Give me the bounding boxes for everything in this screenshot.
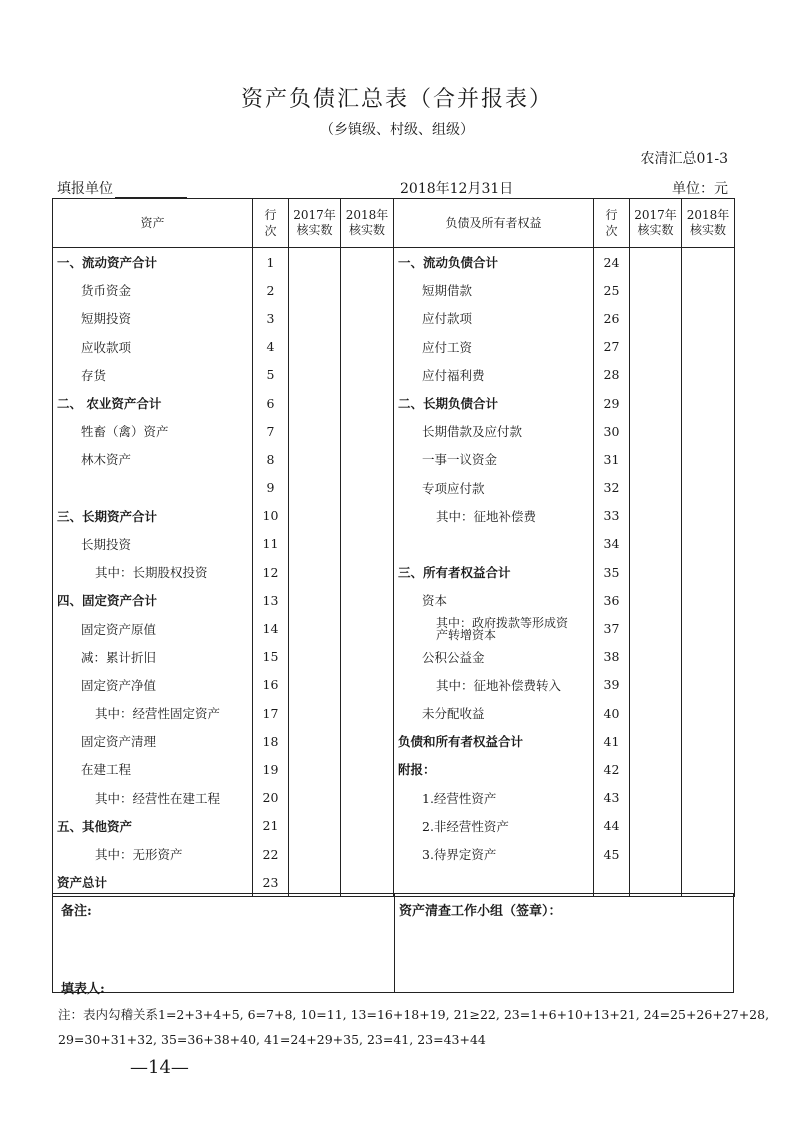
table-row <box>53 361 735 389</box>
left-2018-value[interactable] <box>341 699 394 727</box>
table-row <box>53 502 735 530</box>
notes-divider <box>394 894 395 992</box>
left-2018-value[interactable] <box>341 643 394 671</box>
right-line-no: 31 <box>594 445 630 473</box>
right-item-label: 短期借款 <box>394 276 594 304</box>
right-line-no: 30 <box>594 417 630 445</box>
right-2018-value[interactable] <box>682 502 735 530</box>
right-line-no: 42 <box>594 755 630 783</box>
right-2018-value[interactable] <box>682 361 735 389</box>
left-item-label: 长期投资 <box>53 530 253 558</box>
left-line-no: 20 <box>253 784 289 812</box>
left-2017-value[interactable] <box>289 530 341 558</box>
left-2018-value[interactable] <box>341 276 394 304</box>
right-line-no: 34 <box>594 530 630 558</box>
right-2018-value[interactable] <box>682 840 735 868</box>
left-item-label: 货币资金 <box>53 276 253 304</box>
left-2017-value[interactable] <box>289 558 341 586</box>
right-2017-value[interactable] <box>630 304 682 332</box>
left-2017-value[interactable] <box>289 614 341 642</box>
right-2018-value[interactable] <box>682 643 735 671</box>
right-2017-value[interactable] <box>630 445 682 473</box>
left-line-no: 17 <box>253 699 289 727</box>
left-item-label: 林木资产 <box>53 445 253 473</box>
left-line-no: 11 <box>253 530 289 558</box>
table-header-row <box>53 199 735 248</box>
table-row <box>53 699 735 727</box>
left-2017-value[interactable] <box>289 248 341 277</box>
left-2018-value[interactable] <box>341 248 394 277</box>
left-item-label: 二、 农业资产合计 <box>53 389 253 417</box>
left-2017-value[interactable] <box>289 643 341 671</box>
left-2017-value[interactable] <box>289 755 341 783</box>
table-row <box>53 840 735 868</box>
right-2018-value[interactable] <box>682 474 735 502</box>
right-item-label: 三、所有者权益合计 <box>394 558 594 586</box>
left-2017-value[interactable] <box>289 361 341 389</box>
notes-label: 备注: <box>61 904 92 919</box>
right-item-label: 一、流动负债合计 <box>394 248 594 277</box>
right-2017-value[interactable] <box>630 614 682 642</box>
left-2017-value[interactable] <box>289 333 341 361</box>
right-2018-value[interactable] <box>682 445 735 473</box>
right-item-label: 资本 <box>394 586 594 614</box>
left-line-no: 15 <box>253 643 289 671</box>
table-row <box>53 248 735 277</box>
left-2017-value[interactable] <box>289 784 341 812</box>
left-2018-value[interactable] <box>341 558 394 586</box>
right-line-no: 32 <box>594 474 630 502</box>
left-2018-value[interactable] <box>341 586 394 614</box>
right-line-no: 33 <box>594 502 630 530</box>
right-item-label: 应付福利费 <box>394 361 594 389</box>
left-2017-value[interactable] <box>289 586 341 614</box>
right-2017-value[interactable] <box>630 276 682 304</box>
table-row <box>53 755 735 783</box>
right-item-label: 其中：征地补偿费转入 <box>394 671 594 699</box>
right-2017-value[interactable] <box>630 643 682 671</box>
filler-unit <box>57 178 187 198</box>
right-2017-value[interactable] <box>630 333 682 361</box>
table-row <box>53 586 735 614</box>
left-2017-value[interactable] <box>289 474 341 502</box>
right-2017-value[interactable] <box>630 812 682 840</box>
right-line-no: 27 <box>594 333 630 361</box>
left-2018-value[interactable] <box>341 361 394 389</box>
left-item-label: 固定资产原值 <box>53 614 253 642</box>
left-2018-value[interactable] <box>341 333 394 361</box>
right-item-label: 其中：征地补偿费 <box>394 502 594 530</box>
header-liabilities: 负债及所有者权益 <box>394 199 594 248</box>
right-item-label: 负债和所有者权益合计 <box>394 727 594 755</box>
left-2018-value[interactable] <box>341 840 394 868</box>
left-2017-value[interactable] <box>289 812 341 840</box>
right-item-label: 3.待界定资产 <box>394 840 594 868</box>
table-row <box>53 333 735 361</box>
right-2018-value[interactable] <box>682 417 735 445</box>
right-2017-value[interactable] <box>630 502 682 530</box>
left-2017-value[interactable] <box>289 445 341 473</box>
report-date: 2018年12月31日 <box>400 181 514 197</box>
header-2018-left: 2018年核实数 <box>341 199 394 248</box>
left-2017-value[interactable] <box>289 699 341 727</box>
left-line-no: 4 <box>253 333 289 361</box>
header-line-no-right: 行次 <box>594 199 630 248</box>
right-2018-value[interactable] <box>682 304 735 332</box>
right-line-no: 35 <box>594 558 630 586</box>
right-2017-value[interactable] <box>630 784 682 812</box>
filler-label: 填报单位 <box>57 181 113 197</box>
right-item-label: 公积公益金 <box>394 643 594 671</box>
left-2017-value[interactable] <box>289 304 341 332</box>
left-2018-value[interactable] <box>341 614 394 642</box>
right-item-label: 专项应付款 <box>394 474 594 502</box>
left-item-label: 其中：无形资产 <box>53 840 253 868</box>
left-line-no: 9 <box>253 474 289 502</box>
right-2017-value[interactable] <box>630 389 682 417</box>
left-2017-value[interactable] <box>289 727 341 755</box>
right-line-no: 37 <box>594 614 630 642</box>
page-subtitle: （乡镇级、村级、组级） <box>320 122 474 138</box>
right-2017-value[interactable] <box>630 699 682 727</box>
header-2017-right: 2017年核实数 <box>630 199 682 248</box>
page-title: 资产负债汇总表（合并报表） <box>240 87 553 112</box>
notes-box <box>52 893 734 997</box>
balance-sheet-table <box>52 198 735 897</box>
header-line-no-left: 行次 <box>253 199 289 248</box>
table-row <box>53 812 735 840</box>
right-2017-value[interactable] <box>630 474 682 502</box>
right-item-label: 其中：政府拨款等形成资产转增资本 <box>436 615 569 642</box>
left-line-no: 5 <box>253 361 289 389</box>
left-line-no: 1 <box>253 248 289 277</box>
left-line-no: 23 <box>253 868 289 897</box>
left-2018-value[interactable] <box>341 671 394 699</box>
unit-label: 单位：元 <box>672 181 728 197</box>
left-2018-value[interactable] <box>341 445 394 473</box>
left-item-label: 固定资产净值 <box>53 671 253 699</box>
footnote-line-2: 29=30+31+32, 35=36+38+40, 41=24+29+35, 23=41, 23=43+44 <box>58 1032 486 1047</box>
right-item-label: 1.经营性资产 <box>394 784 594 812</box>
right-2018-value[interactable] <box>682 671 735 699</box>
right-2018-value[interactable] <box>682 389 735 417</box>
right-line-no: 45 <box>594 840 630 868</box>
right-line-no: 36 <box>594 586 630 614</box>
right-item-label: 一事一议资金 <box>394 445 594 473</box>
table-row <box>53 727 735 755</box>
form-code: 农清汇总01-3 <box>640 151 728 167</box>
right-2018-value[interactable] <box>682 614 735 642</box>
left-2017-value[interactable] <box>289 417 341 445</box>
right-item-label: 应付工资 <box>394 333 594 361</box>
left-2018-value[interactable] <box>341 389 394 417</box>
left-item-label: 其中：经营性在建工程 <box>53 784 253 812</box>
right-line-no: 26 <box>594 304 630 332</box>
right-2018-value[interactable] <box>682 558 735 586</box>
right-item-label <box>394 530 594 558</box>
left-item-label: 减：累计折旧 <box>53 643 253 671</box>
filler-blank-line[interactable] <box>115 183 187 198</box>
right-line-no: 25 <box>594 276 630 304</box>
right-line-no: 39 <box>594 671 630 699</box>
table-row <box>53 614 735 642</box>
left-2018-value[interactable] <box>341 474 394 502</box>
table-row <box>53 474 735 502</box>
right-2018-value[interactable] <box>682 699 735 727</box>
left-2018-value[interactable] <box>341 727 394 755</box>
table-row <box>53 417 735 445</box>
filled-by-label: 填表人: <box>61 982 105 997</box>
right-line-no: 29 <box>594 389 630 417</box>
right-item-label: 二、长期负债合计 <box>394 389 594 417</box>
right-item-label: 长期借款及应付款 <box>394 417 594 445</box>
right-2018-value[interactable] <box>682 586 735 614</box>
left-2018-value[interactable] <box>341 530 394 558</box>
right-2017-value[interactable] <box>630 755 682 783</box>
left-item-label: 应收款项 <box>53 333 253 361</box>
left-line-no: 7 <box>253 417 289 445</box>
right-line-no: 44 <box>594 812 630 840</box>
left-item-label <box>53 474 253 502</box>
left-2018-value[interactable] <box>341 304 394 332</box>
left-line-no: 10 <box>253 502 289 530</box>
left-line-no: 21 <box>253 812 289 840</box>
table-row <box>53 445 735 473</box>
right-2018-value[interactable] <box>682 727 735 755</box>
left-item-label: 其中：经营性固定资产 <box>53 699 253 727</box>
left-line-no: 8 <box>253 445 289 473</box>
left-2018-value[interactable] <box>341 812 394 840</box>
left-item-label: 在建工程 <box>53 755 253 783</box>
table-row <box>53 643 735 671</box>
right-2018-value[interactable] <box>682 755 735 783</box>
left-2017-value[interactable] <box>289 840 341 868</box>
right-2017-value[interactable] <box>630 530 682 558</box>
left-2017-value[interactable] <box>289 671 341 699</box>
left-line-no: 2 <box>253 276 289 304</box>
right-2017-value[interactable] <box>630 586 682 614</box>
right-2018-value[interactable] <box>682 276 735 304</box>
right-2017-value[interactable] <box>630 727 682 755</box>
table-row <box>53 671 735 699</box>
page-number: —14— <box>130 1057 189 1078</box>
left-item-label: 资产总计 <box>53 868 253 897</box>
table-row <box>53 530 735 558</box>
left-item-label: 一、流动资产合计 <box>53 248 253 277</box>
right-2017-value[interactable] <box>630 671 682 699</box>
audit-group-label: 资产清查工作小组（签章）： <box>399 904 562 919</box>
table-row <box>53 784 735 812</box>
table-row <box>53 276 735 304</box>
left-line-no: 16 <box>253 671 289 699</box>
right-item-label: 应付款项 <box>394 304 594 332</box>
right-2017-value[interactable] <box>630 248 682 277</box>
left-2018-value[interactable] <box>341 755 394 783</box>
header-assets: 资产 <box>53 199 253 248</box>
left-2018-value[interactable] <box>341 417 394 445</box>
left-item-label: 短期投资 <box>53 304 253 332</box>
left-line-no: 3 <box>253 304 289 332</box>
right-2018-value[interactable] <box>682 333 735 361</box>
table-row <box>53 304 735 332</box>
right-line-no: 38 <box>594 643 630 671</box>
left-2017-value[interactable] <box>289 276 341 304</box>
left-line-no: 19 <box>253 755 289 783</box>
right-line-no: 24 <box>594 248 630 277</box>
right-2018-value[interactable] <box>682 248 735 277</box>
header-2017-left: 2017年核实数 <box>289 199 341 248</box>
right-2018-value[interactable] <box>682 812 735 840</box>
left-item-label: 三、长期资产合计 <box>53 502 253 530</box>
right-line-no: 41 <box>594 727 630 755</box>
left-line-no: 14 <box>253 614 289 642</box>
right-2017-value[interactable] <box>630 361 682 389</box>
left-item-label: 四、固定资产合计 <box>53 586 253 614</box>
right-line-no: 43 <box>594 784 630 812</box>
left-item-label: 其中：长期股权投资 <box>53 558 253 586</box>
right-item-cell <box>394 614 594 642</box>
right-2017-value[interactable] <box>630 840 682 868</box>
right-line-no: 40 <box>594 699 630 727</box>
left-2018-value[interactable] <box>341 784 394 812</box>
left-2018-value[interactable] <box>341 502 394 530</box>
right-item-label: 未分配收益 <box>394 699 594 727</box>
footnote-line-1: 注：表内勾稽关系1=2+3+4+5, 6=7+8, 10=11, 13=16+18+19, 21≥22, 23=1+6+10+13+21, 24=25+26+27+28, <box>58 1007 770 1022</box>
right-item-label: 2.非经营性资产 <box>394 812 594 840</box>
left-2017-value[interactable] <box>289 502 341 530</box>
left-item-label: 固定资产清理 <box>53 727 253 755</box>
left-item-label: 五、其他资产 <box>53 812 253 840</box>
left-line-no: 12 <box>253 558 289 586</box>
right-2017-value[interactable] <box>630 558 682 586</box>
left-line-no: 18 <box>253 727 289 755</box>
left-item-label: 牲畜（禽）资产 <box>53 417 253 445</box>
left-2017-value[interactable] <box>289 389 341 417</box>
right-item-label: 附报： <box>394 755 594 783</box>
right-2018-value[interactable] <box>682 530 735 558</box>
header-2018-right: 2018年核实数 <box>682 199 735 248</box>
table-row <box>53 558 735 586</box>
table-row <box>53 389 735 417</box>
right-2018-value[interactable] <box>682 784 735 812</box>
right-2017-value[interactable] <box>630 417 682 445</box>
left-line-no: 6 <box>253 389 289 417</box>
left-item-label: 存货 <box>53 361 253 389</box>
right-line-no: 28 <box>594 361 630 389</box>
left-line-no: 22 <box>253 840 289 868</box>
left-line-no: 13 <box>253 586 289 614</box>
